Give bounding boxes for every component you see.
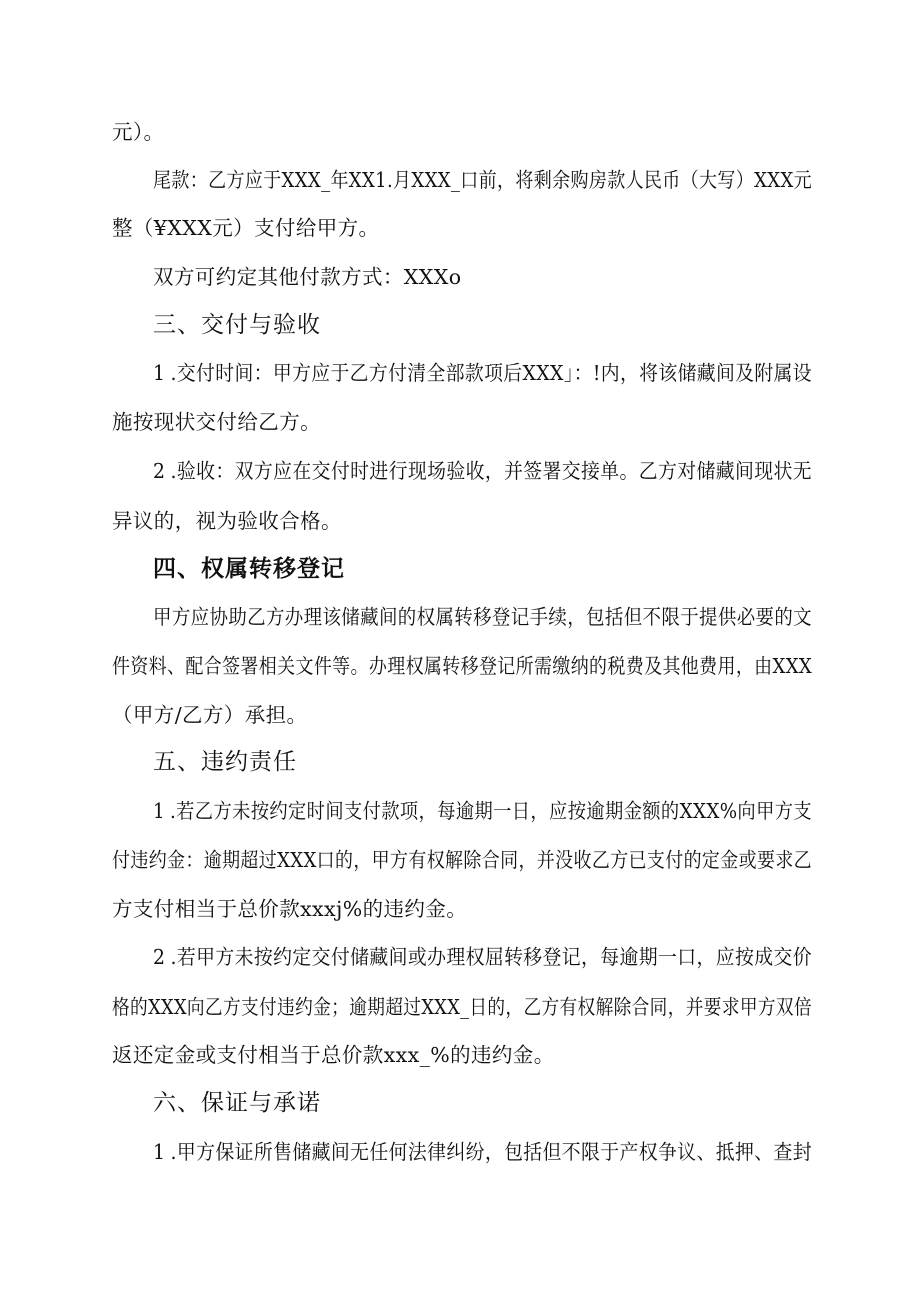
item-text: .若甲方未按约定交付储藏间或办理权屈转移登记，每逾期一口，应按成交价 bbox=[170, 945, 812, 969]
text-line: 整（¥XXX元）支付给甲方。 bbox=[112, 216, 380, 240]
text-line: （甲方/乙方）承担。 bbox=[112, 703, 308, 727]
item-number: 1 bbox=[153, 361, 171, 385]
text-line: 元）。 bbox=[112, 120, 165, 144]
section-heading-3: 三、交付与验收 bbox=[153, 312, 321, 338]
numbered-item bbox=[153, 359, 812, 387]
text-line: 件资料、配合签署相关文件等。办理权属转移登记所需缴纳的税费及其他费用，由XXX bbox=[112, 654, 813, 678]
text-line: 格的XXX向乙方支付违约金；逾期超过XXX_日的，乙方有权解除合同，并要求甲方双倍 bbox=[112, 995, 813, 1019]
item-number: 2 bbox=[153, 945, 171, 969]
text-line: 甲方应协助乙方办理该储藏间的权属转移登记手续，包括但不限于提供必要的文 bbox=[153, 605, 813, 629]
item-number: 2 bbox=[153, 459, 171, 483]
text-line: 施按现状交付给乙方。 bbox=[112, 410, 321, 434]
text-line: 方支付相当于总价款xxxj%的违约金。 bbox=[112, 897, 468, 921]
item-text: .若乙方未按约定时间支付款项，每逾期一日，应按逾期金额的XXX%向甲方支 bbox=[169, 799, 813, 823]
item-number: 1 bbox=[153, 1140, 171, 1164]
item-text: .交付时间：甲方应于乙方付清全部款项后XXX」：!内，将该储藏间及附属设 bbox=[170, 361, 812, 385]
text-line: 付违约金：逾期超过XXX口的，甲方有权解除合同，并没收乙方已支付的定金或要求乙 bbox=[112, 848, 813, 872]
section-heading-4: 四、权属转移登记 bbox=[153, 556, 345, 582]
text-line: 尾款：乙方应于XXX_年XX1.月XXX_口前，将剩余购房款人民币（大写）XXX元 bbox=[153, 168, 813, 192]
numbered-item bbox=[153, 1138, 812, 1166]
item-text: .甲方保证所售储藏间无任何法律纠纷，包括但不限于产权争议、抵押、查封 bbox=[170, 1140, 812, 1164]
section-heading-6: 六、保证与承诺 bbox=[153, 1090, 321, 1116]
item-number: 1 bbox=[153, 799, 170, 823]
section-heading-5: 五、违约责任 bbox=[153, 749, 297, 775]
numbered-item bbox=[153, 943, 812, 971]
numbered-item bbox=[153, 457, 812, 485]
numbered-item bbox=[153, 797, 812, 825]
item-text: .验收：双方应在交付时进行现场验收，并签署交接单。乙方对储藏间现状无 bbox=[170, 459, 812, 483]
text-line: 双方可约定其他付款方式：XXXo bbox=[153, 265, 462, 289]
text-line: 异议的，视为验收合格。 bbox=[112, 509, 342, 533]
text-line: 返还定金或支付相当于总价款xxx_%的违约金。 bbox=[112, 1043, 555, 1067]
